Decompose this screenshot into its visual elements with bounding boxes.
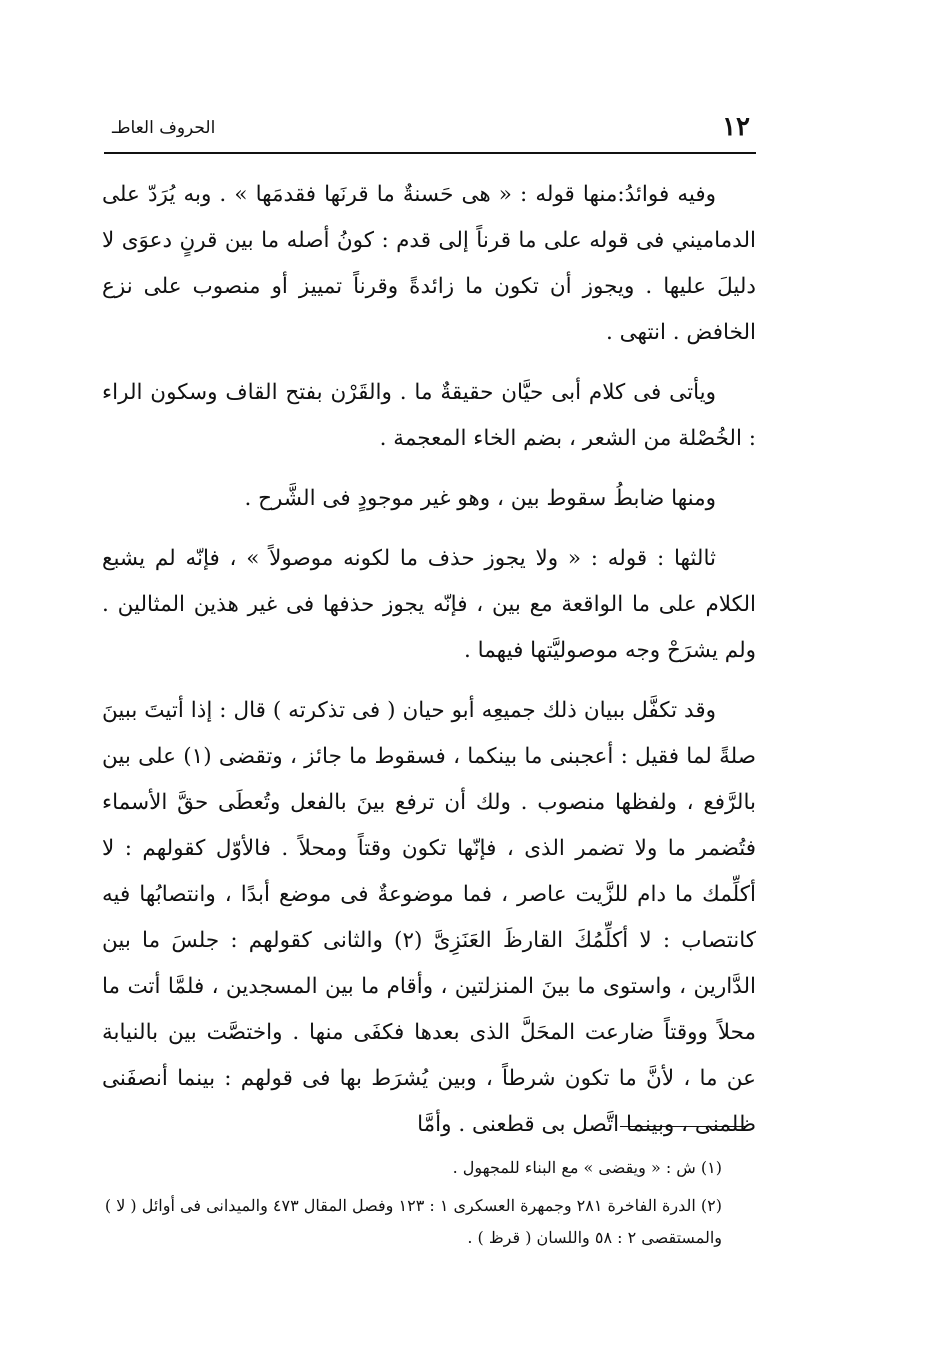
page-number: ١٢ [722,112,750,142]
footnote: (٢) الدرة الفاخرة ٢٨١ وجمهرة العسكرى ١ : ١٢٣ وفصل المقال ٤٧٣ والميدانى فى أوائل ( لا ) والمستقصى ٢ : ٥٨ واللسان ( قرظ ) . [104,1196,722,1247]
paragraph: ويأتى فى كلام أبى حيَّان حقيقةٌ ما . والقَرْن بفتح القاف وسكون الراء : الخُصْلة من الشعر ، بضم الخاء المعجمة . [102,380,756,451]
paragraph: وقد تكفَّل ببيان ذلك جميعِه أبو حيان ( فى تذكرته ) قال : إذا أتيتَ ببينَ صلةً لما فقيل : أعجبنى ما بينكما ، فسقوط ما جائز ، وتقضى (١) على بين بالرَّفع ، ولفظها منصوب . ولك أن ترفع بينَ بالفعل وتُعطَى حقَّ الأسماء فتُضمر ما ولا تضمر الذى ، فإنّها تكون وقتاً ومحلاً . فالأوّل كقولهم : لا أكلِّمك ما دام للزَّيت عاصر ، فما موضوعةٌ فى موضع أبدًا ، وانتصابُها فيه كانتصاب : لا أكلِّمُكَ القارظَ العَنَزِىَّ (٢) والثانى كقولهم : جلسَ ما بين الدَّارين ، واستوى ما بينَ المنزلتين ، وأقام ما بين المسجدين ، فلمَّا أتت ما محلاً ووقتاً ضارعت المحَلَّ الذى بعدها فكفَى منها . واختصَّت بين بالنيابة عن ما ، لأنَّ ما تكون شرطاً ، وبين يُشرَط بها فى قولهم : بينما أنصفَنى ظلمنى ، وبينما اتَّصل بى قطعنى . وأمَّا [102,698,756,1137]
paragraph: وفيه فوائدُ:منها قوله : « هى حَسنةٌ ما قرنَها فقدمَها » . وبه يُرَدّ على الدماميني فى قوله على ما قرناً إلى قدم : كونُ أصله ما بين قرنٍ دعوَى لا دليلَ عليها . ويجوز أن تكون ما زائدةً وقرناً تمييز أو منصوب على نزع الخافض . انتهى . [102,182,756,345]
running-title: الحروف العاطـ [112,118,216,138]
paragraph: ثالثها : قوله : « ولا يجوز حذف ما لكونه موصولاً » ، فإنّه لم يشبع الكلام على ما الواقعة مع بين ، فإنّه يجوز حذفها فى غير هذين المثالين . ولم يشرَحْ وجه موصوليَّتها فيهما . [102,546,756,663]
footnotes [102,1152,756,1260]
running-head [108,112,756,146]
footnote-rule [620,1126,746,1127]
footnote: (١) ش : « ويقضى » مع البناء للمجهول . [452,1158,722,1177]
paragraph: ومنها ضابطُ سقوط بين ، وهو غير موجودٍ فى الشَّرح . [244,486,716,511]
header-rule [104,152,756,154]
main-text [102,172,756,1148]
